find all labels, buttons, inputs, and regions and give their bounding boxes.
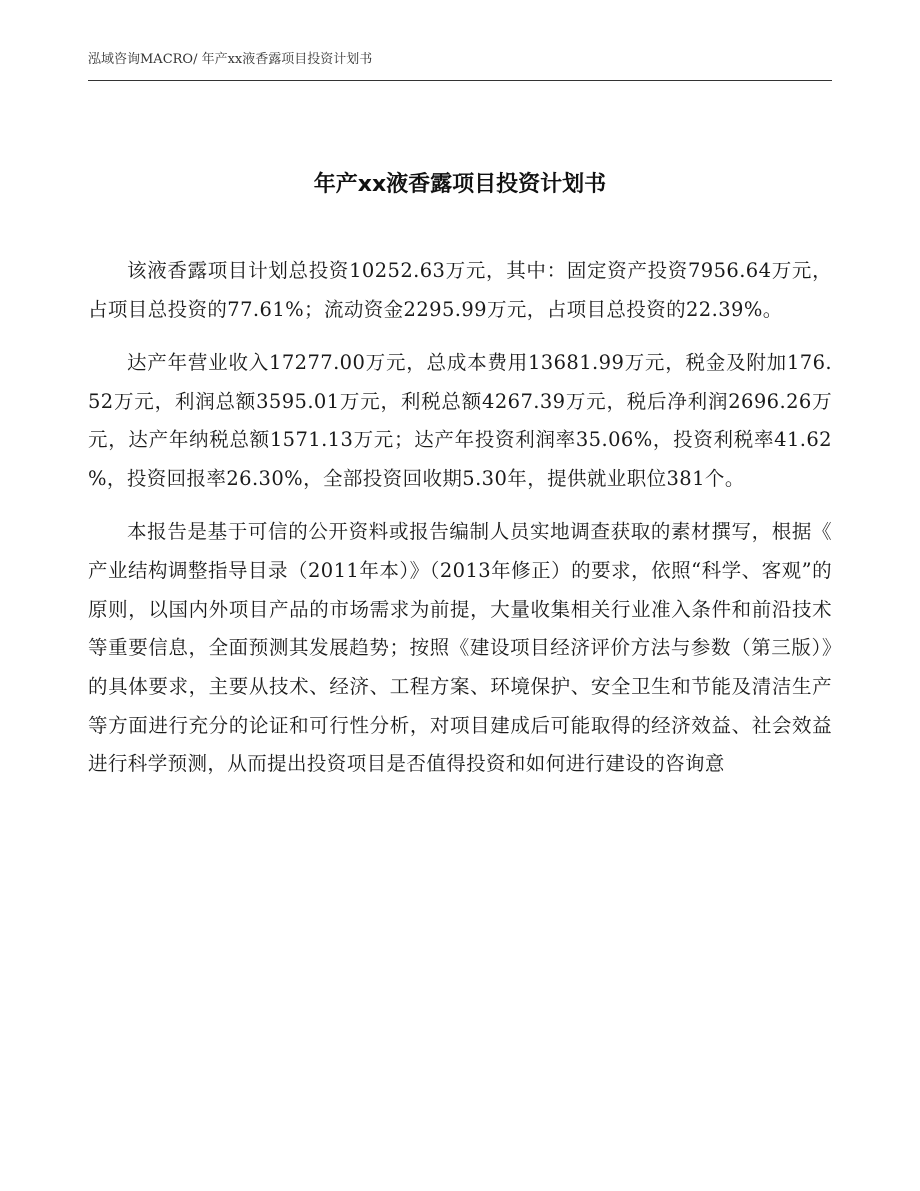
paragraph-investment-summary: 该液香露项目计划总投资10252.63万元，其中：固定资产投资7956.64万元，占项目总投资的77.61%；流动资金2295.99万元，占项目总投资的22.39%。 — [88, 259, 832, 321]
document-title: 年产xx液香露项目投资计划书 — [313, 172, 607, 197]
paragraph-financial-indicators: 达产年营业收入17277.00万元，总成本费用13681.99万元，税金及附加176.52万元，利润总额3595.01万元，利税总额4267.39万元，税后净利润2696.26万元，达产年纳税总额1571.13万元；达产年投资利润率35.06%，投资利税率41.62%，投资回报率26.30%，全部投资回收期5.30年，提供就业职位381个。 — [88, 350, 832, 491]
header-breadcrumb: 泓域咨询MACRO/ 年产xx液香露项目投资计划书 — [88, 52, 373, 67]
paragraph-report-basis: 本报告是基于可信的公开资料或报告编制人员实地调查获取的素材撰写，根据《产业结构调整指导目录（2011年本）》（2013年修正）的要求，依照“科学、客观”的原则，以国内外项目产品的市场需求为前提，大量收集相关行业准入条件和前沿技术等重要信息，全面预测其发展趋势；按照《建设项目经济评价方法与参数（第三版）》的具体要求，主要从技术、经济、工程方案、环境保护、安全卫生和节能及清洁生产等方面进行充分的论证和可行性分析，对项目建成后可能取得的经济效益、社会效益进行科学预测，从而提出投资项目是否值得投资和如何进行建设的咨询意 — [88, 520, 832, 776]
document-body — [88, 252, 832, 799]
page-header — [88, 52, 832, 81]
